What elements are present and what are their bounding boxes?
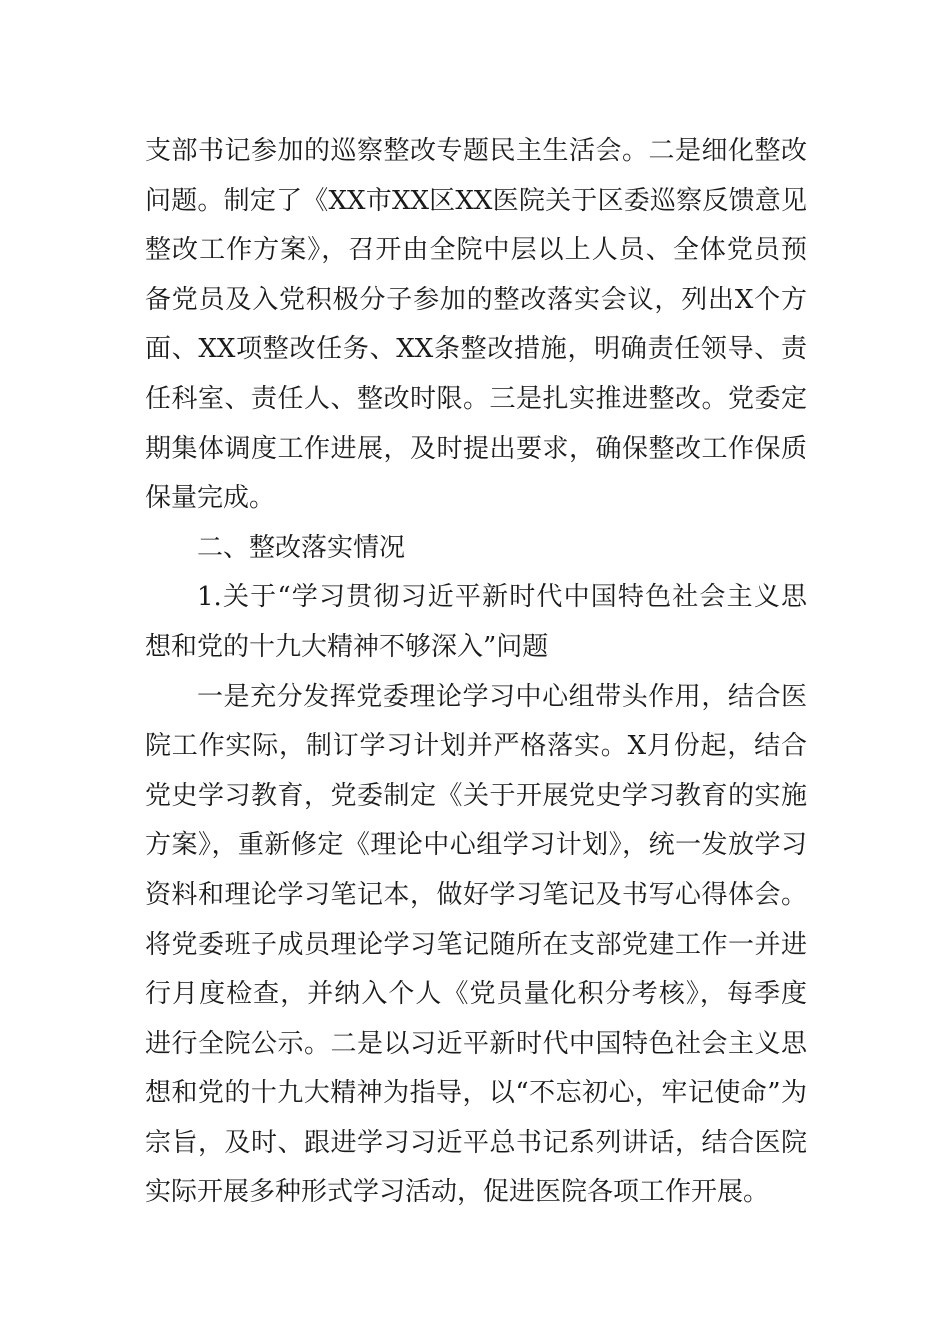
- section-heading-rectification-status: 二、整改落实情况: [197, 532, 406, 563]
- paragraph-rectification-meeting: 支部书记参加的巡察整改专题民主生活会。二是细化整改问题。制定了《XX市XX区XX医院关于区委巡察反馈意见整改工作方案》，召开由全院中层以上人员、全体党员预备党员及入党积极分子参加的整改落实会议，列出X个方面、XX项整改任务、XX条整改措施，明确责任领导、责任科室、责任人、整改时限。三是扎实推进整改。党委定期集体调度工作进展，及时提出要求，确保整改工作保质保量完成。: [145, 136, 807, 514]
- paragraph-study-measures: 一是充分发挥党委理论学习中心组带头作用，结合医院工作实际，制订学习计划并严格落实。X月份起，结合党史学习教育，党委制定《关于开展党史学习教育的实施方案》，重新修定《理论中心组学习计划》，统一发放学习资料和理论学习笔记本，做好学习笔记及书写心得体会。将党委班子成员理论学习笔记随所在支部党建工作一并进行月度检查，并纳入个人《党员量化积分考核》，每季度进行全院公示。二是以习近平新时代中国特色社会主义思想和党的十九大精神为指导，以“不忘初心，牢记使命”为宗旨，及时、跟进学习习近平总书记系列讲话，结合医院实际开展多种形式学习活动，促进医院各项工作开展。: [145, 681, 807, 1208]
- item-heading-study-issue: 1.关于“学习贯彻习近平新时代中国特色社会主义思想和党的十九大精神不够深入”问题: [145, 582, 807, 662]
- document-body: [145, 127, 807, 1218]
